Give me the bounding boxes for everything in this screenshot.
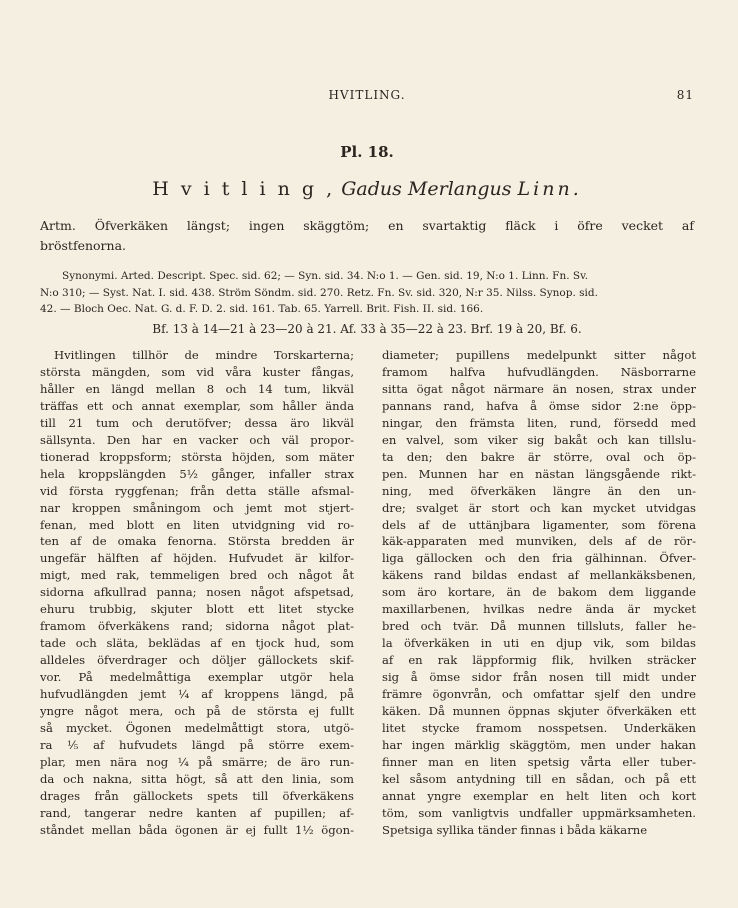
text-line: sitta ögat något närmare än nosen, strax under xyxy=(382,381,696,396)
text-line: diameter; pupillens medelpunkt sitter något xyxy=(382,348,696,362)
species-author: Linn. xyxy=(517,178,582,200)
text-line: maxillarbenen, hvilkas nedre ända är mycket xyxy=(382,602,696,617)
species-title xyxy=(40,178,694,200)
text-line: sällsynta. Den har en vacker och väl propor- xyxy=(40,432,354,447)
text-line: litet stycke framom nosspetsen. Underkäken xyxy=(382,720,696,735)
text-line: af en rak läppformig flik, hvilken sträcker xyxy=(382,653,696,668)
text-line: alldeles öfverdrager och döljer gällockets skif- xyxy=(40,653,354,668)
plate-number: Pl. 18. xyxy=(340,143,394,161)
text-line: håller en längd mellan 8 och 14 tum, likväl xyxy=(40,381,354,396)
text-line: töm, som vanligtvis undfaller uppmärksamheten. xyxy=(382,805,696,820)
text-line: dre; svalget är stort och kan mycket utvidgas xyxy=(382,500,696,515)
text-line: da och nakna, sitta högt, så att den linia, som xyxy=(40,771,354,786)
text-line: vid första ryggfenan; från detta ställe afsmal- xyxy=(40,483,354,498)
text-line: nar kroppen småningom och jemt mot stjert- xyxy=(40,500,354,515)
diagnosis-line: bröstfenorna. xyxy=(40,238,126,253)
page-number: 81 xyxy=(676,88,694,102)
text-line: en valvel, som viker sig bakåt och kan tillslu- xyxy=(382,432,696,447)
text-line: framom halfva hufvudlängden. Näsborrarne xyxy=(382,364,696,379)
text-line: ning, med öfverkäken längre än den un- xyxy=(382,483,696,498)
left-column xyxy=(40,347,354,839)
text-line: käk-apparaten med munviken, dels af de rör- xyxy=(382,534,696,549)
text-line: rand, tangerar nedre kanten af pupillen; af- xyxy=(40,805,354,820)
fin-formula: Bf. 13 à 14—21 à 23—20 à 21. Af. 33 à 35—22 à 23. Brf. 19 à 20, Bf. 6. xyxy=(152,322,582,336)
text-line: ra ⅕ af hufvudets längd på större exem- xyxy=(40,737,354,752)
text-line: dels af de uttänjbara ligamenter, som förena xyxy=(382,517,696,532)
text-line: tionerad kroppsform; största höjden, som mäter xyxy=(40,449,354,464)
text-line: ungefär hälften af höjden. Hufvudet är kilfor- xyxy=(40,551,354,566)
text-line: kel såsom antydning till en sådan, och på ett xyxy=(382,771,696,786)
right-column xyxy=(382,347,696,839)
running-header-title: HVITLING. xyxy=(328,88,406,102)
synonym-line: N:o 310; — Syst. Nat. I. sid. 438. Ström Söndm. sid. 270. Retz. Fn. Sv. sid. 320, N:r 35. Nilss. Synop. sid. xyxy=(40,286,598,299)
synonyms-block xyxy=(40,268,694,318)
diagnosis-line: Artm. Öfverkäken längst; ingen skäggtöm; en svartaktig fläck i öfre vecket af xyxy=(40,218,694,233)
text-line: främre ögonvrån, och omfattar sjelf den undre xyxy=(382,687,696,702)
text-line: migt, med rak, temmeligen bred och något åt xyxy=(40,568,354,583)
swedish-name: H v i t l i n g , xyxy=(152,178,336,200)
latin-name: Gadus Merlangus xyxy=(341,178,512,200)
text-line: la öfverkäken in uti en djup vik, som bildas xyxy=(382,636,696,651)
text-line: ningar, den främsta liten, rund, försedd med xyxy=(382,415,696,430)
text-line: pannans rand, hafva å ömse sidor 2:ne öpp- xyxy=(382,398,696,413)
text-line: käkens rand bildas endast af mellankäksbenen, xyxy=(382,568,696,583)
text-line: annat yngre exemplar en helt liten och kort xyxy=(382,788,696,803)
species-diagnosis xyxy=(40,216,694,256)
text-line: plar, men nära nog ¼ på smärre; de äro run- xyxy=(40,754,354,769)
text-line: ten af de omaka fenorna. Största bredden är xyxy=(40,534,354,549)
synonym-line: 42. — Bloch Oec. Nat. G. d. F. D. 2. sid. 161. Tab. 65. Yarrell. Brit. Fish. II. sid. 166. xyxy=(40,303,484,315)
text-line: så mycket. Ögonen medelmåttigt stora, utgö- xyxy=(40,720,354,735)
text-line: liga gällocken och den fria gälhinnan. Öfver- xyxy=(382,551,696,566)
text-line: sidorna afkullrad panna; nosen något afspetsad, xyxy=(40,585,354,600)
text-line: hufvudlängden jemt ¼ af kroppens längd, på xyxy=(40,687,354,702)
text-line: vor. På medelmåttiga exemplar utgör hela xyxy=(40,670,354,685)
text-line: träffas ett och annat exemplar, som håller ända xyxy=(40,398,354,413)
text-line: bred och tvär. Då munnen tillsluts, faller he- xyxy=(382,619,696,634)
text-line: ta den; den bakre är större, oval och öp- xyxy=(382,449,696,464)
text-line: Spetsiga syllika tänder finnas i båda käkarne xyxy=(382,822,648,837)
text-line: pen. Munnen har en nästan längsgående rikt- xyxy=(382,466,696,481)
text-line: har ingen märklig skäggtöm, men under hakan xyxy=(382,737,696,752)
text-line: yngre något mera, och på de största ej fullt xyxy=(40,704,354,719)
text-line: ståndet mellan båda ögonen är ej fullt 1½ ögon- xyxy=(40,822,354,837)
text-line: till 21 tum och derutöfver; dessa äro likväl xyxy=(40,415,354,430)
text-line: största mängden, som vid våra kuster fångas, xyxy=(40,364,354,379)
text-line: sig å ömse sidor från nosen till midt under xyxy=(382,670,696,685)
text-line: ehuru trubbig, skjuter blott ett litet stycke xyxy=(40,602,354,617)
text-line: framom öfverkäkens rand; sidorna något plat- xyxy=(40,619,354,634)
text-line: fenan, med blott en liten utvidgning vid ro- xyxy=(40,517,354,532)
text-line: som äro kortare, än de bakom dem liggande xyxy=(382,585,696,600)
text-line: tade och släta, beklädas af en tjock hud, som xyxy=(40,636,354,651)
text-line: finner man en liten spetsig vårta eller tuber- xyxy=(382,754,696,769)
synonym-line: Synonymi. Arted. Descript. Spec. sid. 62; — Syn. sid. 34. N:o 1. — Gen. sid. 19, N:o 1. Linn. Fn. Sv. xyxy=(62,270,589,282)
text-line: käken. Då munnen öppnas skjuter öfverkäken ett xyxy=(382,704,696,719)
text-line: drages från gällockets spets till öfverkäkens xyxy=(40,788,354,803)
text-line: Hvitlingen tillhör de mindre Torskarterna; xyxy=(54,348,354,362)
text-line: hela kroppslängden 5½ gånger, infaller strax xyxy=(40,466,354,481)
